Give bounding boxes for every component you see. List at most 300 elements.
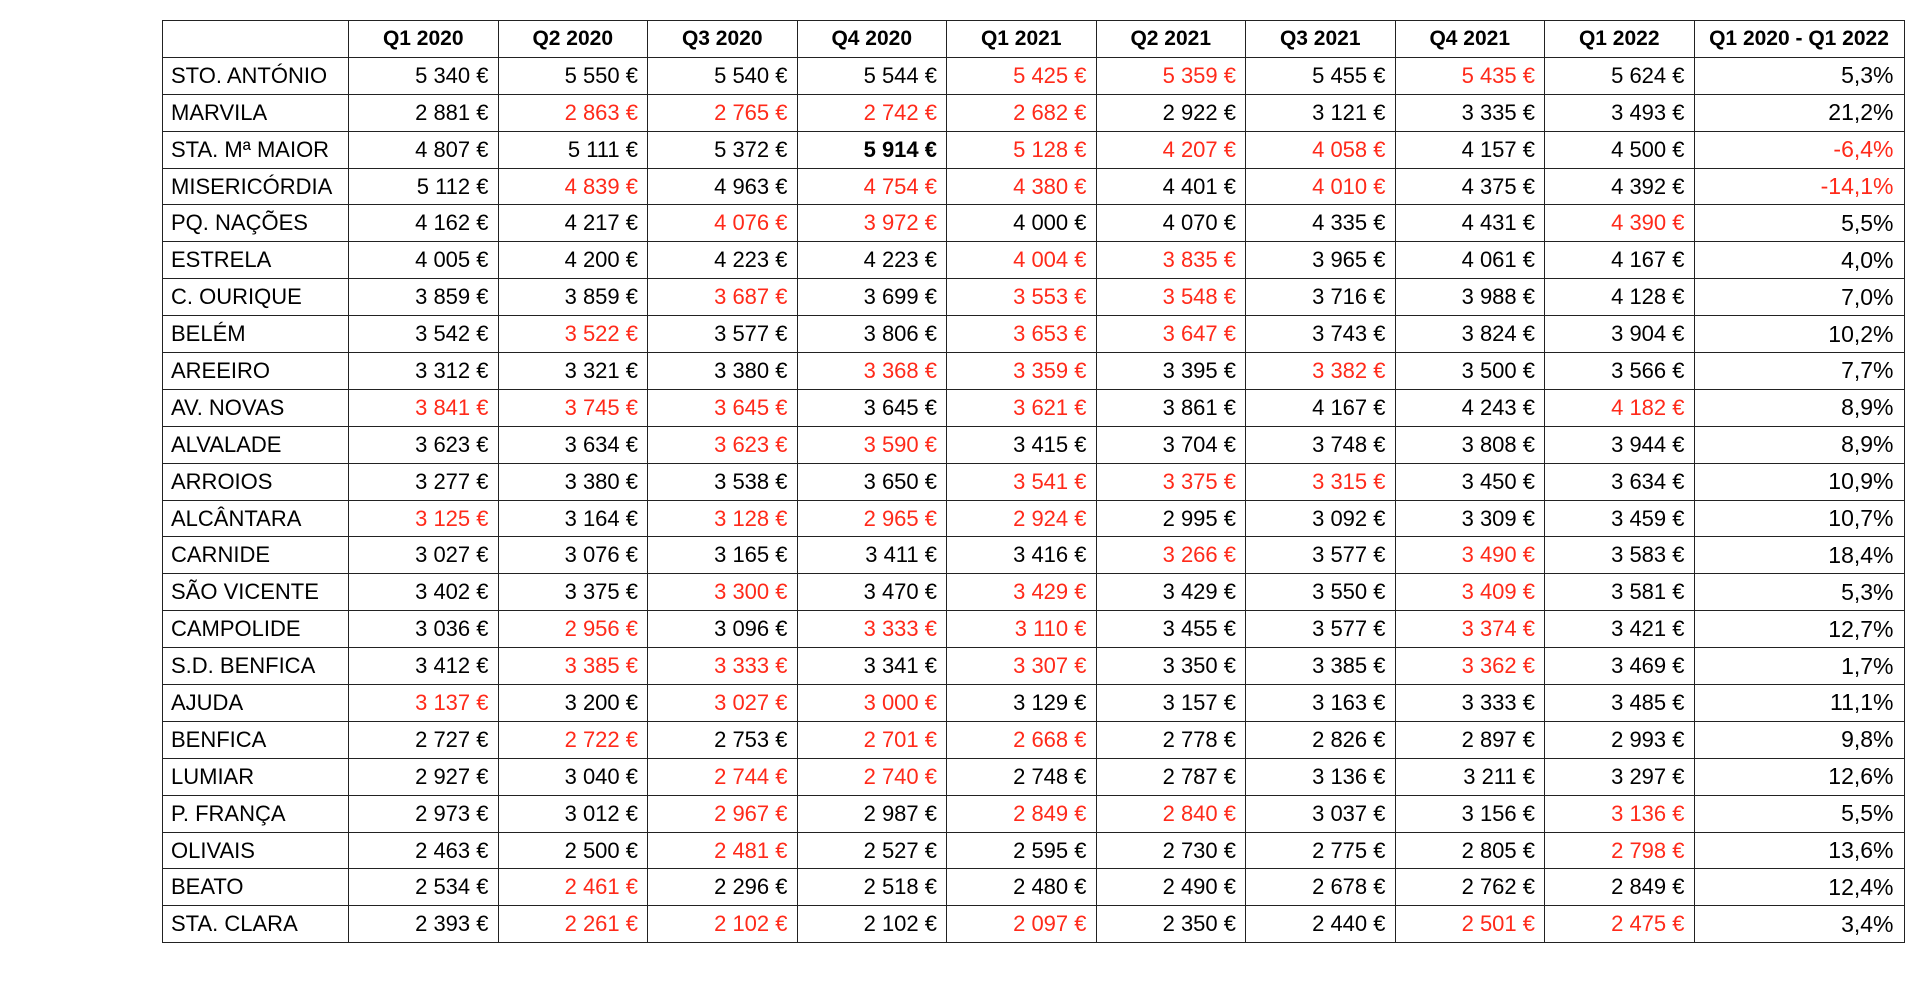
price-cell: 3 312 € (349, 353, 499, 390)
price-cell: 3 092 € (1246, 500, 1396, 537)
price-cell: 3 266 € (1096, 537, 1246, 574)
price-cell: 3 385 € (1246, 648, 1396, 685)
price-cell: 3 835 € (1096, 242, 1246, 279)
price-cell: 3 566 € (1545, 353, 1695, 390)
price-cell: 2 463 € (349, 832, 499, 869)
price-cell: 3 965 € (1246, 242, 1396, 279)
price-cell: 2 490 € (1096, 869, 1246, 906)
price-cell: 2 742 € (797, 94, 947, 131)
price-cell: 2 995 € (1096, 500, 1246, 537)
price-cell: 4 070 € (1096, 205, 1246, 242)
price-cell: 2 748 € (947, 758, 1097, 795)
price-cell: 3 037 € (1246, 795, 1396, 832)
table-row (163, 611, 1905, 648)
change-percent-cell: 12,7% (1694, 611, 1904, 648)
price-cell: 3 590 € (797, 426, 947, 463)
price-cell: 4 167 € (1545, 242, 1695, 279)
price-cell: 2 440 € (1246, 906, 1396, 943)
price-cell: 4 243 € (1395, 389, 1545, 426)
price-cell: 3 277 € (349, 463, 499, 500)
price-cell: 5 128 € (947, 131, 1097, 168)
parish-name-cell: CAMPOLIDE (163, 611, 349, 648)
price-cell: 3 542 € (349, 316, 499, 353)
price-cell: 2 678 € (1246, 869, 1396, 906)
parish-name-cell: BEATO (163, 869, 349, 906)
price-cell: 3 455 € (1096, 611, 1246, 648)
price-cell: 4 128 € (1545, 279, 1695, 316)
price-cell: 4 061 € (1395, 242, 1545, 279)
price-cell: 3 027 € (648, 685, 798, 722)
table-row (163, 57, 1905, 94)
price-cell: 2 881 € (349, 94, 499, 131)
column-header: Q1 2021 (947, 21, 1097, 58)
price-cell: 3 129 € (947, 685, 1097, 722)
change-percent-cell: -14,1% (1694, 168, 1904, 205)
column-header: Q4 2020 (797, 21, 947, 58)
price-cell: 3 110 € (947, 611, 1097, 648)
price-cell: 3 211 € (1395, 758, 1545, 795)
price-table-container (162, 20, 1905, 943)
price-cell: 3 459 € (1545, 500, 1695, 537)
price-cell: 4 076 € (648, 205, 798, 242)
price-cell: 3 297 € (1545, 758, 1695, 795)
price-cell: 3 429 € (1096, 574, 1246, 611)
parish-name-cell: ARROIOS (163, 463, 349, 500)
price-cell: 2 922 € (1096, 94, 1246, 131)
table-row (163, 131, 1905, 168)
price-cell: 3 904 € (1545, 316, 1695, 353)
change-percent-cell: 21,2% (1694, 94, 1904, 131)
change-percent-cell: 10,7% (1694, 500, 1904, 537)
price-cell: 2 805 € (1395, 832, 1545, 869)
price-cell: 5 624 € (1545, 57, 1695, 94)
price-cell: 4 500 € (1545, 131, 1695, 168)
table-row (163, 316, 1905, 353)
price-cell: 3 623 € (349, 426, 499, 463)
price-cell: 3 380 € (498, 463, 648, 500)
column-header: Q1 2020 (349, 21, 499, 58)
price-cell: 5 112 € (349, 168, 499, 205)
price-cell: 3 548 € (1096, 279, 1246, 316)
price-cell: 3 841 € (349, 389, 499, 426)
price-cell: 2 350 € (1096, 906, 1246, 943)
price-cell: 3 988 € (1395, 279, 1545, 316)
table-row (163, 426, 1905, 463)
price-table (162, 20, 1905, 943)
price-cell: 3 333 € (1395, 685, 1545, 722)
parish-name-cell: STA. Mª MAIOR (163, 131, 349, 168)
price-cell: 3 341 € (797, 648, 947, 685)
price-cell: 5 544 € (797, 57, 947, 94)
price-cell: 2 501 € (1395, 906, 1545, 943)
price-cell: 5 540 € (648, 57, 798, 94)
price-cell: 2 261 € (498, 906, 648, 943)
price-cell: 3 374 € (1395, 611, 1545, 648)
price-cell: 3 096 € (648, 611, 798, 648)
price-cell: 2 701 € (797, 721, 947, 758)
price-cell: 3 380 € (648, 353, 798, 390)
price-cell: 3 333 € (797, 611, 947, 648)
price-cell: 3 650 € (797, 463, 947, 500)
change-percent-cell: 1,7% (1694, 648, 1904, 685)
price-cell: 5 372 € (648, 131, 798, 168)
price-cell: 3 490 € (1395, 537, 1545, 574)
table-row (163, 353, 1905, 390)
price-cell: 2 965 € (797, 500, 947, 537)
price-cell: 3 412 € (349, 648, 499, 685)
price-cell: 3 577 € (1246, 611, 1396, 648)
price-cell: 3 076 € (498, 537, 648, 574)
price-cell: 2 744 € (648, 758, 798, 795)
table-row (163, 463, 1905, 500)
price-cell: 3 806 € (797, 316, 947, 353)
table-row (163, 795, 1905, 832)
change-percent-cell: 5,3% (1694, 57, 1904, 94)
price-cell: 4 431 € (1395, 205, 1545, 242)
price-cell: 4 375 € (1395, 168, 1545, 205)
change-percent-cell: 5,5% (1694, 795, 1904, 832)
price-cell: 3 699 € (797, 279, 947, 316)
table-body (163, 57, 1905, 942)
price-cell: 2 973 € (349, 795, 499, 832)
price-cell: 3 315 € (1246, 463, 1396, 500)
price-cell: 3 164 € (498, 500, 648, 537)
price-cell: 3 307 € (947, 648, 1097, 685)
price-cell: 2 500 € (498, 832, 648, 869)
price-cell: 5 914 € (797, 131, 947, 168)
price-cell: 3 136 € (1545, 795, 1695, 832)
price-cell: 4 207 € (1096, 131, 1246, 168)
price-cell: 2 987 € (797, 795, 947, 832)
price-cell: 4 162 € (349, 205, 499, 242)
price-cell: 2 481 € (648, 832, 798, 869)
price-cell: 3 716 € (1246, 279, 1396, 316)
price-cell: 2 097 € (947, 906, 1097, 943)
price-cell: 2 682 € (947, 94, 1097, 131)
price-cell: 3 375 € (498, 574, 648, 611)
parish-name-cell: STA. CLARA (163, 906, 349, 943)
price-cell: 3 687 € (648, 279, 798, 316)
price-cell: 2 518 € (797, 869, 947, 906)
price-cell: 5 435 € (1395, 57, 1545, 94)
price-cell: 2 102 € (648, 906, 798, 943)
price-cell: 3 156 € (1395, 795, 1545, 832)
change-percent-cell: 12,4% (1694, 869, 1904, 906)
price-cell: 2 956 € (498, 611, 648, 648)
parish-name-cell: MISERICÓRDIA (163, 168, 349, 205)
price-cell: 2 595 € (947, 832, 1097, 869)
price-cell: 3 859 € (349, 279, 499, 316)
change-percent-cell: 8,9% (1694, 389, 1904, 426)
price-cell: 3 415 € (947, 426, 1097, 463)
change-percent-cell: 11,1% (1694, 685, 1904, 722)
price-cell: 2 826 € (1246, 721, 1396, 758)
table-row (163, 685, 1905, 722)
parish-name-cell: C. OURIQUE (163, 279, 349, 316)
price-cell: 3 634 € (498, 426, 648, 463)
price-cell: 4 000 € (947, 205, 1097, 242)
price-cell: 3 429 € (947, 574, 1097, 611)
price-cell: 3 040 € (498, 758, 648, 795)
header-row (163, 21, 1905, 58)
price-cell: 4 200 € (498, 242, 648, 279)
price-cell: 4 157 € (1395, 131, 1545, 168)
price-cell: 2 775 € (1246, 832, 1396, 869)
parish-name-cell: ALCÂNTARA (163, 500, 349, 537)
price-cell: 3 385 € (498, 648, 648, 685)
table-row (163, 500, 1905, 537)
price-cell: 4 839 € (498, 168, 648, 205)
price-cell: 4 401 € (1096, 168, 1246, 205)
price-cell: 3 000 € (797, 685, 947, 722)
price-cell: 3 165 € (648, 537, 798, 574)
price-cell: 3 493 € (1545, 94, 1695, 131)
price-cell: 2 849 € (947, 795, 1097, 832)
price-cell: 2 102 € (797, 906, 947, 943)
column-header: Q3 2021 (1246, 21, 1396, 58)
price-cell: 3 012 € (498, 795, 648, 832)
parish-name-cell: OLIVAIS (163, 832, 349, 869)
price-cell: 3 395 € (1096, 353, 1246, 390)
parish-name-cell: ESTRELA (163, 242, 349, 279)
price-cell: 3 382 € (1246, 353, 1396, 390)
price-cell: 4 754 € (797, 168, 947, 205)
parish-name-cell: SÃO VICENTE (163, 574, 349, 611)
price-cell: 3 470 € (797, 574, 947, 611)
table-row (163, 832, 1905, 869)
price-cell: 3 335 € (1395, 94, 1545, 131)
price-cell: 5 340 € (349, 57, 499, 94)
price-cell: 3 972 € (797, 205, 947, 242)
price-cell: 3 421 € (1545, 611, 1695, 648)
price-cell: 2 849 € (1545, 869, 1695, 906)
price-cell: 3 577 € (648, 316, 798, 353)
price-cell: 3 163 € (1246, 685, 1396, 722)
column-header: Q1 2020 - Q1 2022 (1694, 21, 1904, 58)
price-cell: 4 182 € (1545, 389, 1695, 426)
price-cell: 3 577 € (1246, 537, 1396, 574)
price-cell: 3 522 € (498, 316, 648, 353)
price-cell: 3 944 € (1545, 426, 1695, 463)
price-cell: 3 861 € (1096, 389, 1246, 426)
price-cell: 2 296 € (648, 869, 798, 906)
price-cell: 3 368 € (797, 353, 947, 390)
price-cell: 4 005 € (349, 242, 499, 279)
price-cell: 3 645 € (797, 389, 947, 426)
price-cell: 3 300 € (648, 574, 798, 611)
price-cell: 2 778 € (1096, 721, 1246, 758)
change-percent-cell: 5,3% (1694, 574, 1904, 611)
price-cell: 2 753 € (648, 721, 798, 758)
change-percent-cell: 4,0% (1694, 242, 1904, 279)
parish-name-cell: PQ. NAÇÕES (163, 205, 349, 242)
price-cell: 3 743 € (1246, 316, 1396, 353)
price-cell: 3 704 € (1096, 426, 1246, 463)
price-cell: 3 157 € (1096, 685, 1246, 722)
price-cell: 4 004 € (947, 242, 1097, 279)
table-row (163, 94, 1905, 131)
parish-name-cell: BENFICA (163, 721, 349, 758)
price-cell: 3 645 € (648, 389, 798, 426)
price-cell: 5 111 € (498, 131, 648, 168)
price-cell: 3 581 € (1545, 574, 1695, 611)
price-cell: 4 167 € (1246, 389, 1396, 426)
price-cell: 3 485 € (1545, 685, 1695, 722)
price-cell: 2 787 € (1096, 758, 1246, 795)
price-cell: 2 534 € (349, 869, 499, 906)
table-row (163, 168, 1905, 205)
price-cell: 3 125 € (349, 500, 499, 537)
price-cell: 3 409 € (1395, 574, 1545, 611)
table-row (163, 869, 1905, 906)
price-cell: 5 550 € (498, 57, 648, 94)
price-cell: 4 963 € (648, 168, 798, 205)
table-row (163, 721, 1905, 758)
price-cell: 4 335 € (1246, 205, 1396, 242)
change-percent-cell: 7,0% (1694, 279, 1904, 316)
price-cell: 4 807 € (349, 131, 499, 168)
table-row (163, 648, 1905, 685)
price-cell: 4 010 € (1246, 168, 1396, 205)
price-cell: 3 321 € (498, 353, 648, 390)
table-row (163, 205, 1905, 242)
parish-name-cell: AJUDA (163, 685, 349, 722)
price-cell: 3 550 € (1246, 574, 1396, 611)
table-row (163, 537, 1905, 574)
parish-name-cell: MARVILA (163, 94, 349, 131)
price-cell: 2 967 € (648, 795, 798, 832)
column-header: Q1 2022 (1545, 21, 1695, 58)
price-cell: 3 745 € (498, 389, 648, 426)
column-header: Q4 2021 (1395, 21, 1545, 58)
price-cell: 2 730 € (1096, 832, 1246, 869)
table-row (163, 758, 1905, 795)
table-row (163, 389, 1905, 426)
price-cell: 2 765 € (648, 94, 798, 131)
parish-name-cell: S.D. BENFICA (163, 648, 349, 685)
price-cell: 3 653 € (947, 316, 1097, 353)
change-percent-cell: 10,2% (1694, 316, 1904, 353)
price-cell: 3 027 € (349, 537, 499, 574)
price-cell: 2 927 € (349, 758, 499, 795)
change-percent-cell: 9,8% (1694, 721, 1904, 758)
price-cell: 2 461 € (498, 869, 648, 906)
price-cell: 3 824 € (1395, 316, 1545, 353)
price-cell: 3 583 € (1545, 537, 1695, 574)
price-cell: 3 359 € (947, 353, 1097, 390)
price-cell: 3 450 € (1395, 463, 1545, 500)
price-cell: 3 538 € (648, 463, 798, 500)
price-cell: 3 200 € (498, 685, 648, 722)
price-cell: 2 740 € (797, 758, 947, 795)
price-cell: 3 411 € (797, 537, 947, 574)
price-cell: 2 527 € (797, 832, 947, 869)
price-cell: 3 469 € (1545, 648, 1695, 685)
price-cell: 3 136 € (1246, 758, 1396, 795)
parish-name-cell: LUMIAR (163, 758, 349, 795)
parish-name-cell: AV. NOVAS (163, 389, 349, 426)
change-percent-cell: 3,4% (1694, 906, 1904, 943)
price-cell: 4 217 € (498, 205, 648, 242)
price-cell: 3 634 € (1545, 463, 1695, 500)
price-cell: 3 808 € (1395, 426, 1545, 463)
price-cell: 2 480 € (947, 869, 1097, 906)
table-row (163, 242, 1905, 279)
table-row (163, 279, 1905, 316)
change-percent-cell: 7,7% (1694, 353, 1904, 390)
price-cell: 4 223 € (648, 242, 798, 279)
price-cell: 3 416 € (947, 537, 1097, 574)
price-cell: 2 475 € (1545, 906, 1695, 943)
price-cell: 2 993 € (1545, 721, 1695, 758)
price-cell: 3 309 € (1395, 500, 1545, 537)
price-cell: 5 359 € (1096, 57, 1246, 94)
column-header: Q2 2020 (498, 21, 648, 58)
price-cell: 3 402 € (349, 574, 499, 611)
price-cell: 2 393 € (349, 906, 499, 943)
price-cell: 3 748 € (1246, 426, 1396, 463)
parish-name-cell: P. FRANÇA (163, 795, 349, 832)
price-cell: 2 727 € (349, 721, 499, 758)
change-percent-cell: 18,4% (1694, 537, 1904, 574)
price-cell: 2 722 € (498, 721, 648, 758)
price-cell: 5 425 € (947, 57, 1097, 94)
column-header: Q3 2020 (648, 21, 798, 58)
change-percent-cell: -6,4% (1694, 131, 1904, 168)
price-cell: 3 121 € (1246, 94, 1396, 131)
parish-name-cell: STO. ANTÓNIO (163, 57, 349, 94)
price-cell: 3 128 € (648, 500, 798, 537)
column-header-blank (163, 21, 349, 58)
price-cell: 4 380 € (947, 168, 1097, 205)
price-cell: 3 647 € (1096, 316, 1246, 353)
price-cell: 2 840 € (1096, 795, 1246, 832)
table-row (163, 906, 1905, 943)
price-cell: 3 350 € (1096, 648, 1246, 685)
price-cell: 3 333 € (648, 648, 798, 685)
change-percent-cell: 10,9% (1694, 463, 1904, 500)
parish-name-cell: AREEIRO (163, 353, 349, 390)
price-cell: 3 500 € (1395, 353, 1545, 390)
price-cell: 2 924 € (947, 500, 1097, 537)
change-percent-cell: 12,6% (1694, 758, 1904, 795)
price-cell: 2 668 € (947, 721, 1097, 758)
price-cell: 3 362 € (1395, 648, 1545, 685)
price-cell: 4 223 € (797, 242, 947, 279)
price-cell: 4 058 € (1246, 131, 1396, 168)
price-cell: 2 863 € (498, 94, 648, 131)
change-percent-cell: 8,9% (1694, 426, 1904, 463)
price-cell: 3 623 € (648, 426, 798, 463)
parish-name-cell: CARNIDE (163, 537, 349, 574)
price-cell: 2 762 € (1395, 869, 1545, 906)
price-cell: 4 392 € (1545, 168, 1695, 205)
price-cell: 3 541 € (947, 463, 1097, 500)
price-cell: 3 859 € (498, 279, 648, 316)
parish-name-cell: BELÉM (163, 316, 349, 353)
price-cell: 3 553 € (947, 279, 1097, 316)
parish-name-cell: ALVALADE (163, 426, 349, 463)
price-cell: 3 036 € (349, 611, 499, 648)
column-header: Q2 2021 (1096, 21, 1246, 58)
price-cell: 3 137 € (349, 685, 499, 722)
price-cell: 5 455 € (1246, 57, 1396, 94)
price-cell: 3 621 € (947, 389, 1097, 426)
price-cell: 3 375 € (1096, 463, 1246, 500)
change-percent-cell: 13,6% (1694, 832, 1904, 869)
price-cell: 2 897 € (1395, 721, 1545, 758)
table-row (163, 574, 1905, 611)
